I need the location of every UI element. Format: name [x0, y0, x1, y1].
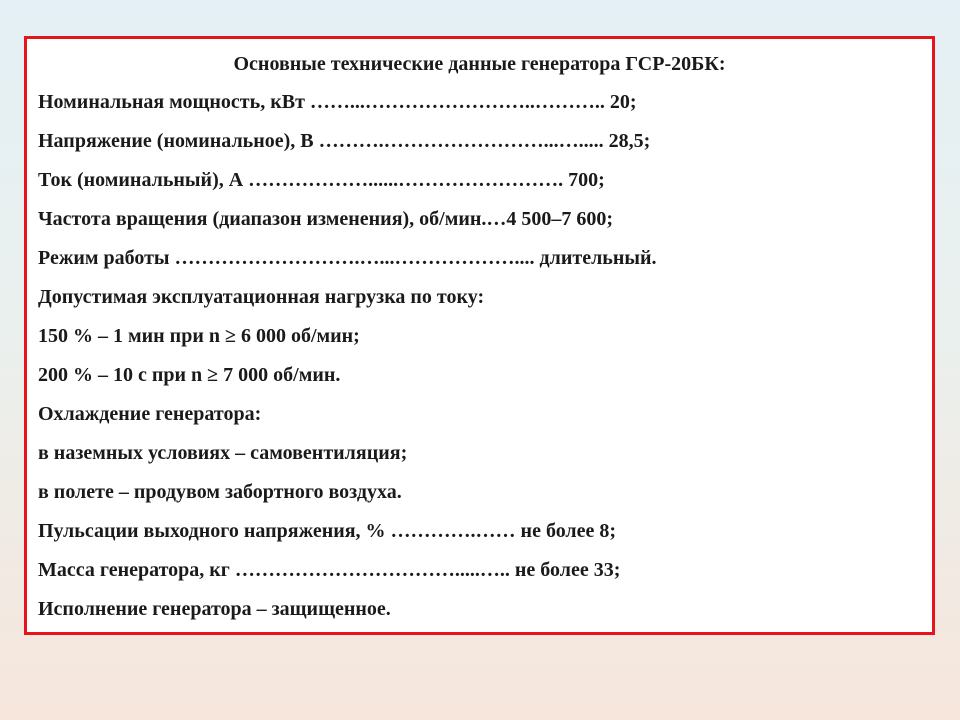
spec-line-overload-200: 200 % – 10 с при n ≥ 7 000 об/мин. — [38, 364, 341, 386]
spec-title: Основные технические данные генератора ГСР-20БК: — [233, 53, 726, 75]
spec-line-current: Ток (номинальный), А ………………......……………………. 700; — [38, 169, 605, 191]
spec-line-mass: Масса генератора, кг …………………………….....….. не более 33; — [38, 559, 621, 581]
spec-line-rated-power: Номинальная мощность, кВт ……...……………………..……….. 20; — [38, 91, 637, 113]
spec-panel — [24, 36, 935, 635]
spec-line-overload-heading: Допустимая эксплуатационная нагрузка по току: — [38, 286, 485, 308]
spec-line-voltage: Напряжение (номинальное), В ……….……………………...…..... 28,5; — [38, 130, 651, 152]
spec-line-design: Исполнение генератора – защищенное. — [38, 598, 391, 620]
spec-line-voltage-ripple: Пульсации выходного напряжения, % ………….…… не более 8; — [38, 520, 617, 542]
spec-line-cooling-heading: Охлаждение генератора: — [38, 403, 262, 425]
spec-line-operating-mode: Режим работы ……………………….…...……………….... длительный. — [38, 247, 657, 269]
spec-line-cooling-ground: в наземных условиях – самовентиляция; — [38, 442, 408, 464]
spec-line-overload-150: 150 % – 1 мин при n ≥ 6 000 об/мин; — [38, 325, 360, 347]
spec-line-rotation-speed: Частота вращения (диапазон изменения), об/мин.…4 500–7 600; — [38, 208, 614, 230]
spec-line-cooling-flight: в полете – продувом забортного воздуха. — [38, 481, 402, 503]
